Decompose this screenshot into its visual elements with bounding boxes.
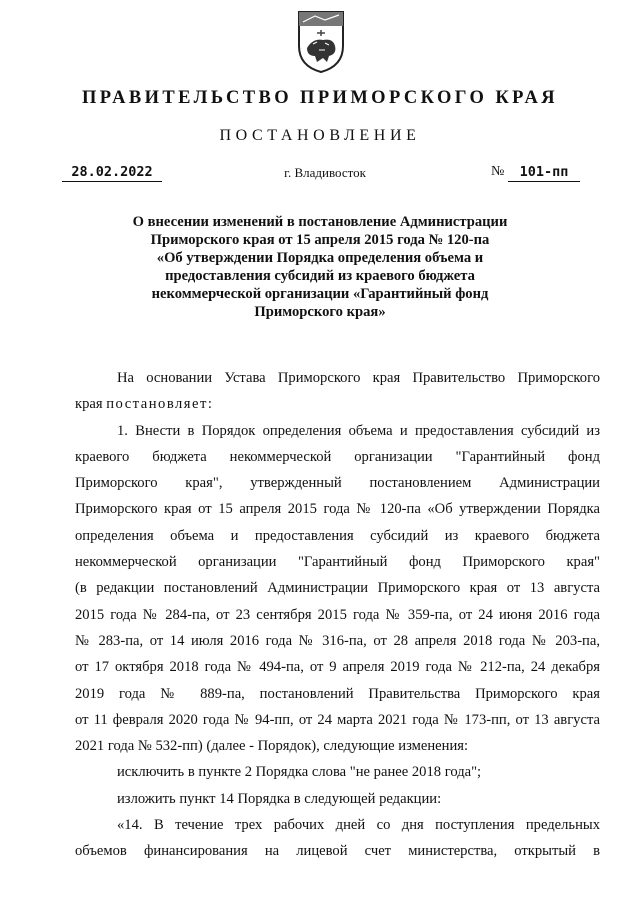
body-line: «14. В течение трех рабочих дней со дня поступления предельных: [117, 817, 600, 834]
body-line: изложить пункт 14 Порядка в следующей редакции:: [117, 790, 442, 807]
document-number: 101-пп: [508, 164, 580, 182]
government-title: ПРАВИТЕЛЬСТВО ПРИМОРСКОГО КРАЯ: [81, 88, 558, 108]
document-subject: [0, 214, 640, 321]
body-line: (в редакции постановлений Администрации Приморского края от 13 августа: [75, 580, 600, 597]
body-line: [75, 391, 600, 417]
coat-of-arms-emblem: [295, 8, 347, 76]
body-line: краевого бюджета некоммерческой организации "Гарантийный фонд: [75, 448, 600, 465]
subject-line: «Об утверждении Порядка определения объема и: [156, 249, 484, 266]
body-line: некоммерческой организации "Гарантийный фонд Приморского края": [75, 554, 600, 571]
body-line: На основании Устава Приморского края Правительство Приморского: [117, 370, 600, 386]
body-line: определения объема и предоставления субсидий из краевого бюджета: [75, 527, 600, 544]
postanovlyaet-word: постановляет: [106, 396, 208, 413]
subject-line: некоммерческой организации «Гарантийный фонд: [151, 285, 489, 302]
number-label: №: [491, 164, 505, 179]
body-text: :: [207, 396, 212, 413]
body-line: 2015 года № 284-па, от 23 сентября 2015 года № 359-па, от 24 июня 2016 года: [75, 606, 600, 623]
body-line: объемов финансирования на лицевой счет министерства, открытый в: [75, 843, 600, 860]
document-type: ПОСТАНОВЛЕНИЕ: [219, 127, 421, 144]
document-body: [75, 365, 600, 865]
body-line: № 283-па, от 14 июля 2016 года № 316-па, от 28 апреля 2018 года № 203-па,: [75, 632, 600, 649]
document-city: г. Владивосток: [284, 165, 366, 180]
subject-line: О внесении изменений в постановление Администрации: [132, 214, 508, 230]
body-line: исключить в пункте 2 Порядка слова "не ранее 2018 года";: [117, 764, 482, 781]
body-line: 1. Внести в Порядок определения объема и предоставления субсидий из: [117, 422, 600, 439]
body-line: от 17 октября 2018 года № 494-па, от 9 апреля 2019 года № 212-па, 24 декабря: [75, 659, 600, 676]
subject-line: Приморского края»: [254, 303, 386, 320]
body-line: от 11 февраля 2020 года № 94-пп, от 24 марта 2021 года № 173-пп, от 13 августа: [75, 711, 600, 728]
body-text: края: [75, 396, 107, 413]
document-date: 28.02.2022: [62, 164, 162, 182]
subject-line: Приморского края от 15 апреля 2015 года № 120-па: [150, 231, 490, 248]
body-line: Приморского края", утвержденный постановлением Администрации: [75, 475, 600, 492]
body-line: Приморского края от 15 апреля 2015 года № 120-па «Об утверждении Порядка: [75, 501, 600, 518]
body-line: 2019 года № 889-па, постановлений Правительства Приморского края: [75, 685, 600, 702]
body-line: 2021 года № 532-пп) (далее - Порядок), следующие изменения:: [75, 738, 469, 755]
subject-line: предоставления субсидий из краевого бюджета: [165, 267, 475, 284]
